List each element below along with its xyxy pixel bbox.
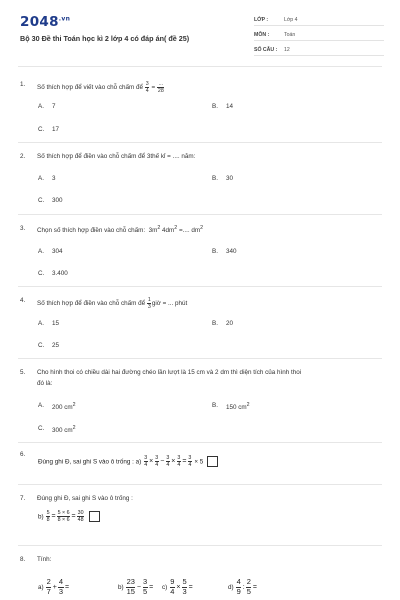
fraction: $\frac{1}{3}$ xyxy=(147,297,151,310)
option-value: 340 xyxy=(226,248,237,255)
fraction: $\frac{5}{3}$ xyxy=(182,577,187,596)
expr-part: =.... dm xyxy=(178,227,201,235)
option-label: B. xyxy=(212,248,218,255)
option-value: 30 xyxy=(226,175,234,182)
option-value: 200 $cm^2$ xyxy=(52,402,76,412)
fraction: $\frac{3}{4}$ xyxy=(144,455,148,468)
option-label: C. xyxy=(38,126,45,133)
header-divider xyxy=(18,66,382,67)
option-label: A. xyxy=(38,320,44,327)
question-divider xyxy=(18,358,382,359)
option-value: 3 xyxy=(52,175,56,182)
option-value: 300 xyxy=(52,197,63,204)
part-label: b) xyxy=(38,513,44,521)
meta-subject-key: MÔN : xyxy=(254,32,270,38)
fraction: $\frac{3}{4}$ xyxy=(145,81,149,94)
expression-tail: × 5 xyxy=(194,458,204,466)
logo-suffix: .vn xyxy=(58,15,71,23)
question-divider xyxy=(18,286,382,287)
fraction: $\frac{3}{4}$ xyxy=(166,455,170,468)
option-label: B. xyxy=(212,103,218,110)
question-text: Số thích hợp để điền vào chỗ chấm để 3thế kỉ = .... năm: xyxy=(37,153,196,160)
question-7-expression: b) $\frac{5}{8}$ = $\frac{5 \times 6}{8 \times 6}$ = $\frac{30}{48}$ xyxy=(38,510,100,523)
meta-grade-value: Lớp 4 xyxy=(284,17,298,23)
option-label: B. xyxy=(212,402,218,409)
fraction: $\frac{3}{4}$ xyxy=(155,455,159,468)
meta-count-key: SỐ CÂU : xyxy=(254,47,278,53)
question-text-tail: giờ = ... phút xyxy=(151,300,188,308)
option-label: A. xyxy=(38,402,44,409)
meta-count-value: 12 xyxy=(284,47,290,53)
question-text: Đúng ghi Đ, sai ghi S vào ô trống : a) xyxy=(38,458,142,466)
option-value-text: 300 cm xyxy=(52,427,73,435)
fraction: $\frac{3}{4}$ xyxy=(188,455,192,468)
option-label: C. xyxy=(38,342,45,349)
question-number: 8. xyxy=(20,556,26,563)
question-divider xyxy=(18,545,382,546)
fraction: $\frac{3}{4}$ xyxy=(177,455,181,468)
question-text: Đúng ghi Đ, sai ghi S vào ô trống : xyxy=(37,495,133,502)
question-number: 2. xyxy=(20,153,26,160)
option-value: 20 xyxy=(226,320,234,327)
question-divider xyxy=(18,214,382,215)
option-value: 300 $cm^2$ xyxy=(52,425,76,435)
fraction: $\frac{2}{5}$ xyxy=(246,577,251,596)
site-logo[interactable] xyxy=(20,14,70,30)
expr-part: 3m xyxy=(148,227,158,235)
fraction: $\frac{9}{4}$ xyxy=(170,577,175,596)
page-header xyxy=(0,0,400,62)
option-value: 15 xyxy=(52,320,60,327)
question-number: 5. xyxy=(20,369,26,376)
question-8-part-d: d) $\frac{4}{9}$ : $\frac{2}{5}$ = xyxy=(228,577,257,596)
question-text: Cho hình thoi có chiều dài hai đường chéo lần lượt là 15 cm và 2 dm thì diện tích của hình thoi xyxy=(37,369,302,376)
part-label: d) xyxy=(228,583,234,591)
fraction: $\frac{3}{5}$ xyxy=(143,577,148,596)
option-label: A. xyxy=(38,248,44,255)
fraction: $\frac{5}{8}$ xyxy=(46,510,50,523)
answer-box[interactable] xyxy=(207,456,218,467)
option-value: 304 xyxy=(52,248,63,255)
page-title: Bộ 30 Đề thi Toán học kì 2 lớp 4 có đáp án( đề 25) xyxy=(20,34,190,43)
option-label: C. xyxy=(38,270,45,277)
option-value: 150 $cm^2$ xyxy=(226,402,250,412)
meta-subject-value: Toán xyxy=(284,32,296,38)
option-label: B. xyxy=(212,320,218,327)
equals-sign: = xyxy=(151,84,156,92)
fraction: $\frac{4}{3}$ xyxy=(58,577,63,596)
fraction: $\frac{2}{7}$ xyxy=(46,577,51,596)
option-value: 25 xyxy=(52,342,60,349)
fraction: $\frac{...}{28}$ xyxy=(157,81,164,94)
option-label: C. xyxy=(38,197,45,204)
meta-grade-row xyxy=(254,12,384,26)
option-value: 17 xyxy=(52,126,60,133)
question-8-part-a: a) $\frac{2}{7}$ + $\frac{4}{3}$ = xyxy=(38,577,70,596)
fraction: $\frac{5 \times 6}{8 \times 6}$ xyxy=(57,510,70,523)
option-value: 14 xyxy=(226,103,234,110)
fraction: $\frac{23}{15}$ xyxy=(126,577,135,596)
option-label: A. xyxy=(38,175,44,182)
meta-grade-key: LỚP : xyxy=(254,17,269,23)
question-divider xyxy=(18,442,382,443)
part-label: a) xyxy=(38,583,44,591)
answer-box[interactable] xyxy=(89,511,100,522)
expr-part: 4dm xyxy=(162,227,175,235)
option-label: A. xyxy=(38,103,44,110)
logo-text: 2048 xyxy=(20,14,59,30)
meta-subject-row xyxy=(254,27,384,41)
question-8-part-b: b) $\frac{23}{15}$ − $\frac{3}{5}$ = xyxy=(118,577,154,596)
question-number: 1. xyxy=(20,81,26,88)
part-label: b) xyxy=(118,583,124,591)
option-value-text: 200 cm xyxy=(52,404,73,412)
question-6-expression: Đúng ghi Đ, sai ghi S vào ô trống : a) $\frac{3}{4}$ × $\frac{3}{4}$ − $\frac{3}{4}$ × $\frac{3}{4}$ = $\frac{3}{4}$ × 5 xyxy=(38,455,218,468)
fraction: $\frac{30}{48}$ xyxy=(77,510,84,523)
part-label: c) xyxy=(162,583,168,591)
question-divider xyxy=(18,484,382,485)
question-number: 3. xyxy=(20,225,26,232)
question-text-main: Số thích hợp để điền vào chỗ chấm để xyxy=(37,300,146,308)
question-text-main: Số thích hợp để viết vào chỗ chấm để xyxy=(37,84,143,92)
option-value: 3.400 xyxy=(52,270,68,277)
option-value: 7 xyxy=(52,103,56,110)
question-number: 6. xyxy=(20,451,26,458)
option-label: C. xyxy=(38,425,45,432)
question-text xyxy=(37,297,187,310)
question-text xyxy=(37,81,165,94)
question-number: 7. xyxy=(20,495,26,502)
question-text-main: Chọn số thích hợp điền vào chỗ chấm: xyxy=(37,227,146,235)
question-divider xyxy=(18,142,382,143)
fraction: $\frac{4}{9}$ xyxy=(236,577,241,596)
question-text: Tính: xyxy=(37,556,52,563)
question-number: 4. xyxy=(20,297,26,304)
meta-count-row xyxy=(254,42,384,56)
question-text: Chọn số thích hợp điền vào chỗ chấm: $3m^2$ $4dm^2$ =.... $dm^2$ xyxy=(37,225,204,235)
option-value-text: 150 cm xyxy=(226,404,247,412)
question-8-part-c: c) $\frac{9}{4}$ × $\frac{5}{3}$ = xyxy=(162,577,193,596)
question-text-continued: đó là: xyxy=(37,380,53,387)
option-label: B. xyxy=(212,175,218,182)
